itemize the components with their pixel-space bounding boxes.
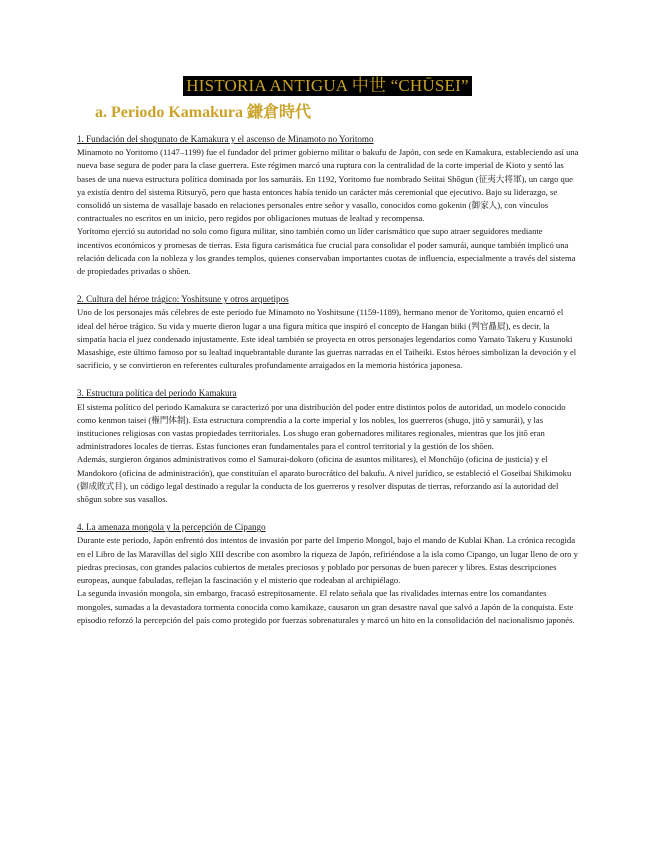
title-wrap bbox=[0, 76, 655, 96]
paragraph: Minamoto no Yoritomo (1147–1199) fue el fundador del primer gobierno militar o bakufu de Japón, con sede en Kamakura, estableciendo así una nueva base segura de poder para la clase guerrera. Este régimen marcó una ruptura con la centralidad de la corte imperial de Kioto y sentó las bases de una nueva estructura política dominada por los samuráis. En 1192, Yoritomo fue nombrado Seiitai Shōgun (征夷大将軍), un cargo que ya existía dentro del sistema Ritsuryō, pero que hasta entonces había tenido un carácter más ceremonial que ejecutivo. Bajo su liderazgo, se consolidó un sistema de vasallaje basado en relaciones personales entre señor y vasallo, conocidos como gokenin (御家人), con vínculos contractuales no escritos en un inicio, pero regidos por obligaciones mutuas de lealtad y recompensa. bbox=[77, 147, 579, 224]
section-subtitle: a. Periodo Kamakura 鎌倉時代 bbox=[95, 104, 311, 121]
paragraph: Uno de los personajes más célebres de este periodo fue Minamoto no Yoshitsune (1159-1189), hermano menor de Yoritomo, quien encarnó el ideal del héroe trágico. Su vida y muerte dieron lugar a una figura mítica que inspiró el concepto de Hangan biiki (判官贔屓), es decir, la simpatía hacia el juez condenado injustamente. Este ideal también se proyecta en otros personajes legendarios como Yamato Takeru y Kusunoki Masashige, este último famoso por su lealtad inquebrantable durante las guerras narradas en el Taiheiki. Estos héroes simbolizan la devoción y el sacrificio, y se convirtieron en referentes culturales profundamente arraigados en la memoria histórica japonesa. bbox=[77, 307, 577, 371]
section-tragic-hero bbox=[77, 293, 579, 372]
section-shogunate bbox=[77, 133, 579, 278]
paragraph: La segunda invasión mongola, sin embargo, fracasó estrepitosamente. El relato señala que las rivalidades internas entre los comandantes mongoles, sumadas a la devastadora tormenta conocida como kamikaze, causaron un gran desastre naval que salvó a Japón de la conquista. Este episodio reforzó la percepción del país como protegido por fuerzas sobrenaturales y marcó un hito en la consolidación del nacionalismo japonés. bbox=[77, 588, 575, 625]
paragraph: Además, surgieron órganos administrativos como el Samurai-dokoro (oficina de asuntos militares), el Monchūjo (oficina de justicia) y el Mandokoro (oficina de administración), que constituían el aparato burocrático del bakufu. A nivel jurídico, se estableció el Goseibai Shikimoku (御成敗式目), un código legal destinado a regular la conducta de los guerreros y resolver disputas de tierras, reforzando así la autoridad del shōgun sobre sus vasallos. bbox=[77, 454, 572, 505]
page-title: HISTORIA ANTIGUA 中世 “CHŪSEI” bbox=[183, 76, 471, 96]
section-heading: 3. Estructura política del periodo Kamakura bbox=[77, 388, 237, 399]
section-heading: 4. La amenaza mongola y la percepción de Cipango bbox=[77, 522, 266, 533]
section-political-structure bbox=[77, 387, 579, 506]
document-body bbox=[77, 133, 579, 642]
paragraph: Yoritomo ejerció su autoridad no solo como figura militar, sino también como un líder carismático que supo atraer seguidores mediante incentivos económicos y promesas de tierras. Esta figura carismática fue crucial para consolidar el poder samurái, aunque también implicó una relación delicada con la nobleza y los grandes templos, quienes conservaban importantes cuotas de influencia, especialmente a través del sistema de propiedades privadas o shōen. bbox=[77, 226, 576, 277]
paragraph: El sistema político del periodo Kamakura se caracterizó por una distribución del poder entre distintos polos de autoridad, un modelo conocido como kenmon taisei (権門体制). Esta estructura comprendía a la corte imperial y los nobles, los guerreros (shugo, jitō y samurái), y las instituciones religiosas con vastas propiedades territoriales. Los shugo eran gobernadores militares regionales, mientras que los jitō eran administradores locales de tierras. Estas funciones eran fundamentales para el control territorial y la gestión de los shōen. bbox=[77, 401, 566, 452]
section-mongol-threat bbox=[77, 521, 579, 627]
section-heading: 1. Fundación del shogunato de Kamakura y el ascenso de Minamoto no Yoritomo bbox=[77, 134, 374, 144]
section-heading: 2. Cultura del héroe trágico: Yoshitsune y otros arquetipos bbox=[77, 294, 289, 305]
paragraph: Durante este periodo, Japón enfrentó dos intentos de invasión por parte del Imperio Mongol, bajo el mando de Kublai Khan. La crónica recogida en el Libro de las Maravillas del siglo XIII describe con asombro la riqueza de Japón, refiriéndose a la isla como Cipango, un lugar lleno de oro y piedras preciosas, con grandes palacios cubiertos de metales preciosos y poblado por personas de buen parecer y libres. Estas descripciones europeas, aunque fabuladas, reflejan la fascinación y el misterio que rodeaban al archipiélago. bbox=[77, 535, 578, 586]
